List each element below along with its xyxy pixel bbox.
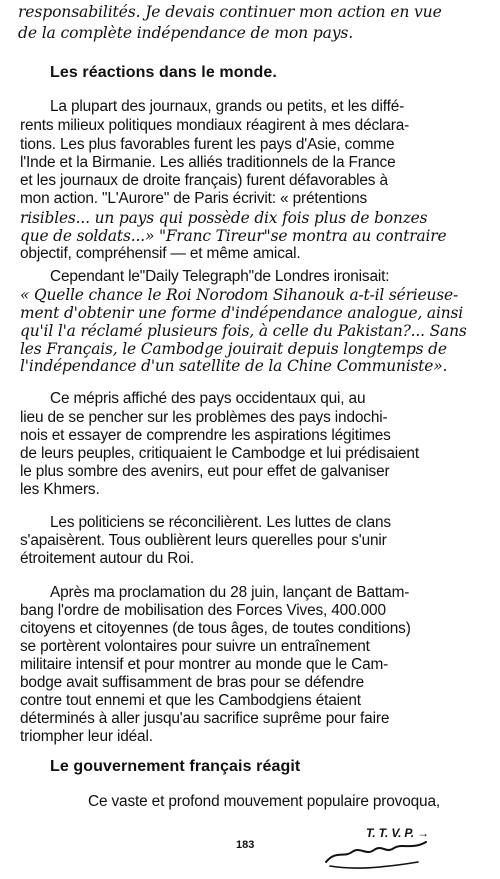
para-1-line-1: La plupart des journaux, grands ou petits, et les diffé- [50, 98, 405, 115]
para-1-line-2: rents milieux politiques mondiaux réagirent à mes déclara- [20, 117, 410, 134]
para-6-line-1: Ce vaste et profond mouvement populaire provoqua, [88, 793, 440, 810]
para-3-line-3: nois et essayer de comprendre les aspirations légitimes [20, 427, 391, 444]
para-5-line-7: contre tout ennemi et que les Cambodgiens étaient [20, 692, 361, 709]
section-heading-reactions: Les réactions dans le monde. [50, 64, 277, 81]
para-2-line-4: qu'il l'a réclamé plusieurs fois, à celle du Pakistan?... Sans [20, 322, 467, 340]
para-5-line-4: se portèrent volontaires pour suivre un entraînement [20, 638, 370, 655]
para-4-line-1: Les politiciens se réconcilièrent. Les luttes de clans [50, 514, 391, 531]
para-3-line-5: le plus sombre des avenirs, eut pour effet de galvaniser [20, 463, 390, 480]
para-5-line-2: bang l'ordre de mobilisation des Forces Vives, 400.000 [20, 602, 386, 619]
section-heading-gouvernement: Le gouvernement français réagit [50, 758, 301, 775]
para-3-line-4: de leurs peuples, critiquaient le Cambodge et lui prédisaient [20, 445, 419, 462]
para-3-line-1: Ce mépris affiché des pays occidentaux qui, au [50, 390, 366, 407]
para-4-line-3: étroitement autour du Roi. [20, 550, 195, 567]
para-2-line-6: l'indépendance d'un satellite de la Chine Communiste». [20, 357, 448, 375]
para-4-line-2: s'apaisèrent. Tous oublièrent leurs querelles pour s'unir [20, 532, 387, 549]
para-1-line-6: mon action. "L'Aurore" de Paris écrivit: « prétentions [20, 190, 368, 207]
para-2-line-2: « Quelle chance le Roi Norodom Sihanouk a-t-il sérieuse- [20, 286, 459, 304]
para-5-line-8: déterminés à aller jusqu'au sacrifice suprême pour faire [20, 710, 390, 727]
para-2-line-3: ment d'obtenir une forme d'indépendance analogue, ainsi [20, 304, 464, 322]
para-1-line-9: objectif, compréhensif — et même amical. [20, 245, 301, 262]
intro-line-2: de la complète indépendance de mon pays. [18, 24, 354, 42]
para-5-line-6: bodge avait suffisamment de bras pour se défendre [20, 674, 365, 691]
para-1-line-4: l'Inde et la Birmanie. Les alliés traditionnels de la France [20, 154, 396, 171]
para-3-line-2: lieu de se pencher sur les problèmes des pays indochi- [20, 409, 388, 426]
para-5-line-3: citoyens et citoyennes (de tous âges, de toutes conditions) [20, 620, 411, 637]
para-1-line-8: que de soldats...» "Franc Tireur"se montra au contraire [20, 227, 447, 245]
handwritten-initials: T. T. V. P. → [366, 826, 429, 840]
para-5-line-1: Après ma proclamation du 28 juin, lançant de Battam- [50, 584, 410, 601]
para-2-line-5: les Français, le Cambodge jouirait depuis longtemps de [20, 340, 447, 358]
para-3-line-6: les Khmers. [20, 481, 100, 498]
signature-icon [322, 832, 432, 872]
para-5-line-5: militaire intensif et pour montrer au monde que le Cam- [20, 656, 389, 673]
intro-line-1: responsabilités. Je devais continuer mon action en vue [18, 3, 442, 21]
para-2-line-1: Cependant le"Daily Telegraph"de Londres ironisait: [50, 268, 390, 285]
para-1-line-3: tions. Les plus favorables furent les pays d'Asie, comme [20, 136, 395, 153]
para-1-line-7: risibles... un pays qui possède dix fois plus de bonzes [20, 209, 428, 227]
para-1-line-5: et les journaux de droite français) furent défavorables à [20, 172, 388, 189]
para-5-line-9: triompher leur idéal. [20, 728, 153, 745]
page-number: 183 [236, 839, 255, 851]
